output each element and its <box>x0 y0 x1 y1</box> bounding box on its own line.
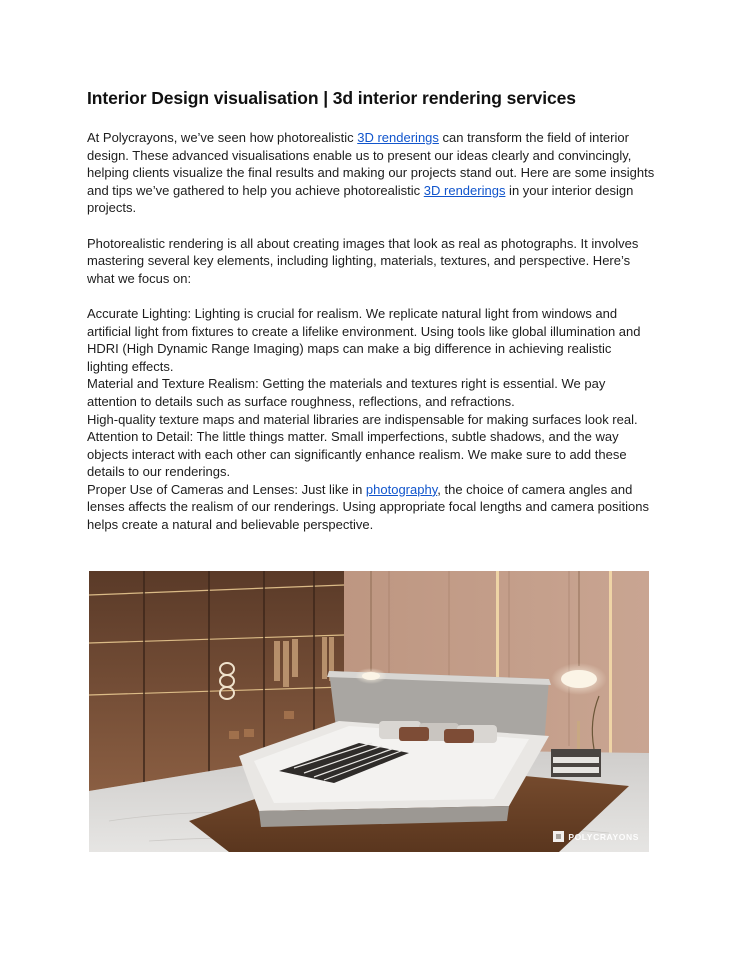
intro-text-3: in your interior design projects. <box>87 182 634 216</box>
intro-paragraph <box>87 129 655 217</box>
photography-link[interactable]: photography <box>365 481 438 497</box>
bedroom-illustration <box>89 571 649 852</box>
cameras-text-2: , the choice of camera angles and lenses affects the realism of our renderings. Using appropriate focal lengths and camera positions helps create a natural and believable perspective. <box>87 481 649 533</box>
material-paragraph: Material and Texture Realism: Getting the materials and textures right is essential. We pay attention to details such as surface roughness, reflections, and refractions. <box>87 376 606 409</box>
overview-paragraph: Photorealistic rendering is all about creating images that look as real as photographs. It involves mastering several key elements, including lighting, materials, textures, and perspective. Here’s what we focus on: <box>87 235 639 286</box>
3d-renderings-link-1[interactable]: 3D renderings <box>357 130 439 145</box>
document-body <box>87 86 655 534</box>
article-text <box>87 129 655 534</box>
lighting-paragraph: Accurate Lighting: Lighting is crucial for realism. We replicate natural light from windows and artificial light from fixtures to create a lifelike environment. Using tools like global illumination and HDRI (High Dynamic Range Imaging) maps can make a big difference in achieving realistic lighting effects. <box>87 305 641 374</box>
texture-maps-paragraph: High-quality texture maps and material libraries are indispensable for making surfaces look real. <box>87 411 638 427</box>
bedroom-rendering-image <box>89 571 649 852</box>
polycrayons-logo-icon <box>553 831 564 842</box>
page-title: Interior Design visualisation | 3d interior rendering services <box>87 88 576 108</box>
detail-paragraph: Attention to Detail: The little things matter. Small imperfections, subtle shadows, and the way objects interact with each other can significantly enhance realism. We make sure to add these details to our renderings. <box>87 429 627 480</box>
3d-renderings-link-2[interactable]: 3D renderings <box>423 182 506 198</box>
watermark <box>553 831 639 842</box>
cameras-text-1: Proper Use of Cameras and Lenses: Just like in <box>87 481 366 497</box>
watermark-text: POLYCRAYONS <box>568 831 639 842</box>
intro-text-2: can transform the field of interior design. These advanced visualisations enable us to present our ideas clearly and convincingly, helping clients visualize the final results and making our projects stand out. Here are some insights and tips we’ve gathered to help you achieve photorealistic <box>87 130 655 198</box>
intro-text-1: At Polycrayons, we’ve seen how photorealistic <box>87 130 358 145</box>
cameras-paragraph <box>87 481 655 534</box>
